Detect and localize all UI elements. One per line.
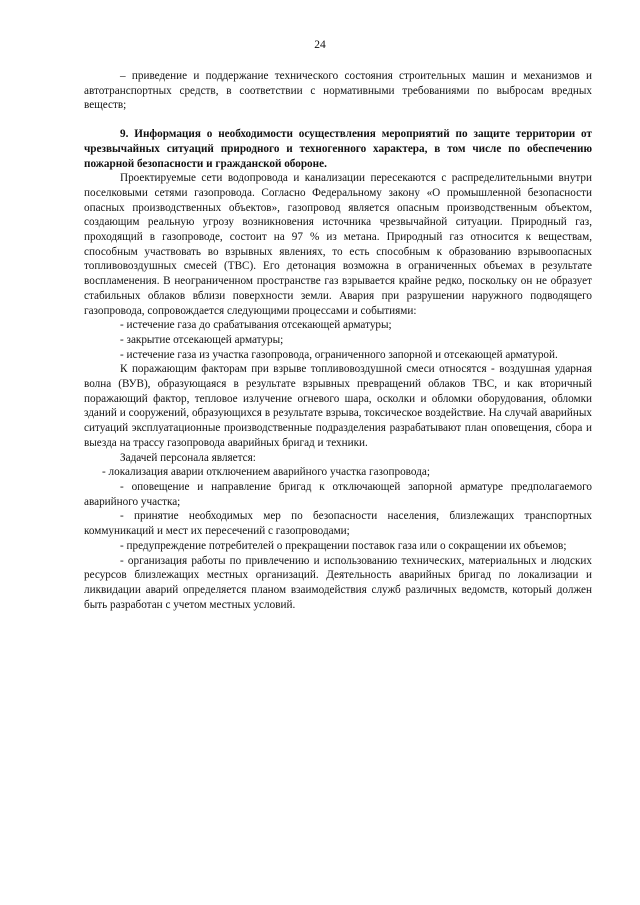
list-item: - истечение газа из участка газопровода, ограниченного запорной и отсекающей арматурой. [120, 348, 558, 361]
list-item: - предупреждение потребителей о прекращении поставок газа или о сокращении их объемов; [120, 539, 567, 552]
list-item: - принятие необходимых мер по безопасности населения, близлежащих транспортных коммуникаций и мест их пересечений с газопроводами; [84, 510, 592, 538]
page-number: 24 [314, 39, 326, 51]
paragraph-damage-factors: К поражающим факторам при взрыве топливовоздушной смеси относятся - воздушная ударная волна (ВУВ), образующаяся в результате взрывных превращений облаков ТВС, и как вторичный поражающий фактор, тепловое излучение огневого шара, осколки и обломки оборудования, обломки зданий и сооружений, образующихся в результате взрыва, токсическое воздействие. На случай аварийных ситуаций эксплуатационные производственные подразделения разрабатывают план оповещения, сбора и выезда на трассу газопровода аварийных бригад и техники. [84, 363, 592, 449]
list-item: - закрытие отсекающей арматуры; [120, 333, 284, 346]
paragraph-personnel-tasks: Задачей персонала является: [120, 451, 256, 464]
document-body [84, 69, 592, 612]
list-item: - организация работы по привлечению и использованию технических, материальных и людских ресурсов близлежащих местных организаций. Деятельность аварийных бригад по локализации и ликвидации аварий определяется планом взаимодействия служб различных ведомств, который должен быть разработан с учетом местных условий. [84, 554, 592, 611]
list-item: - оповещение и направление бригад к отключающей запорной арматуре предполагаемого аварийного участка; [84, 480, 592, 508]
intro-list-item: – приведение и поддержание технического состояния строительных машин и механизмов и автотранспортных средств, в соответствии с нормативными требованиями по выбросам вредных веществ; [84, 70, 592, 112]
section-heading: 9. Информация о необходимости осуществления мероприятий по защите территории от чрезвычайных ситуаций природного и техногенного характера, в том числе по обеспечению пожарной безопасности и гражданской обороне. [84, 128, 592, 170]
list-item: - локализация аварии отключением аварийного участка газопровода; [102, 466, 430, 479]
list-item: - истечение газа до срабатывания отсекающей арматуры; [120, 319, 392, 332]
paragraph-gas-pipeline: Проектируемые сети водопровода и канализации пересекаются с распределительными внутри поселковыми сетями газопровода. Согласно Федеральному закону «О промышленной безопасности опасных производственных объектов», газопровод является опасным производственным объектом, создающим реальную угрозу возникновения источника чрезвычайной ситуации. Природный газ, проходящий в газопроводе, состоит на 97 % из метана. Природный газ относится к веществам, способным участвовать во взрывных явлениях, то есть способным к образованию взрывоопасных топливовоздушных смесей (ТВС). Его детонация возможна в ограниченных объемах в результате воспламенения. В неограниченном пространстве газ взрывается крайне редко, поскольку он не образует стабильных облаков вблизи поверхности земли. Авария при разрушении наружного подводящего газопровода, сопровождается следующими процессами и событиями: [84, 172, 592, 317]
